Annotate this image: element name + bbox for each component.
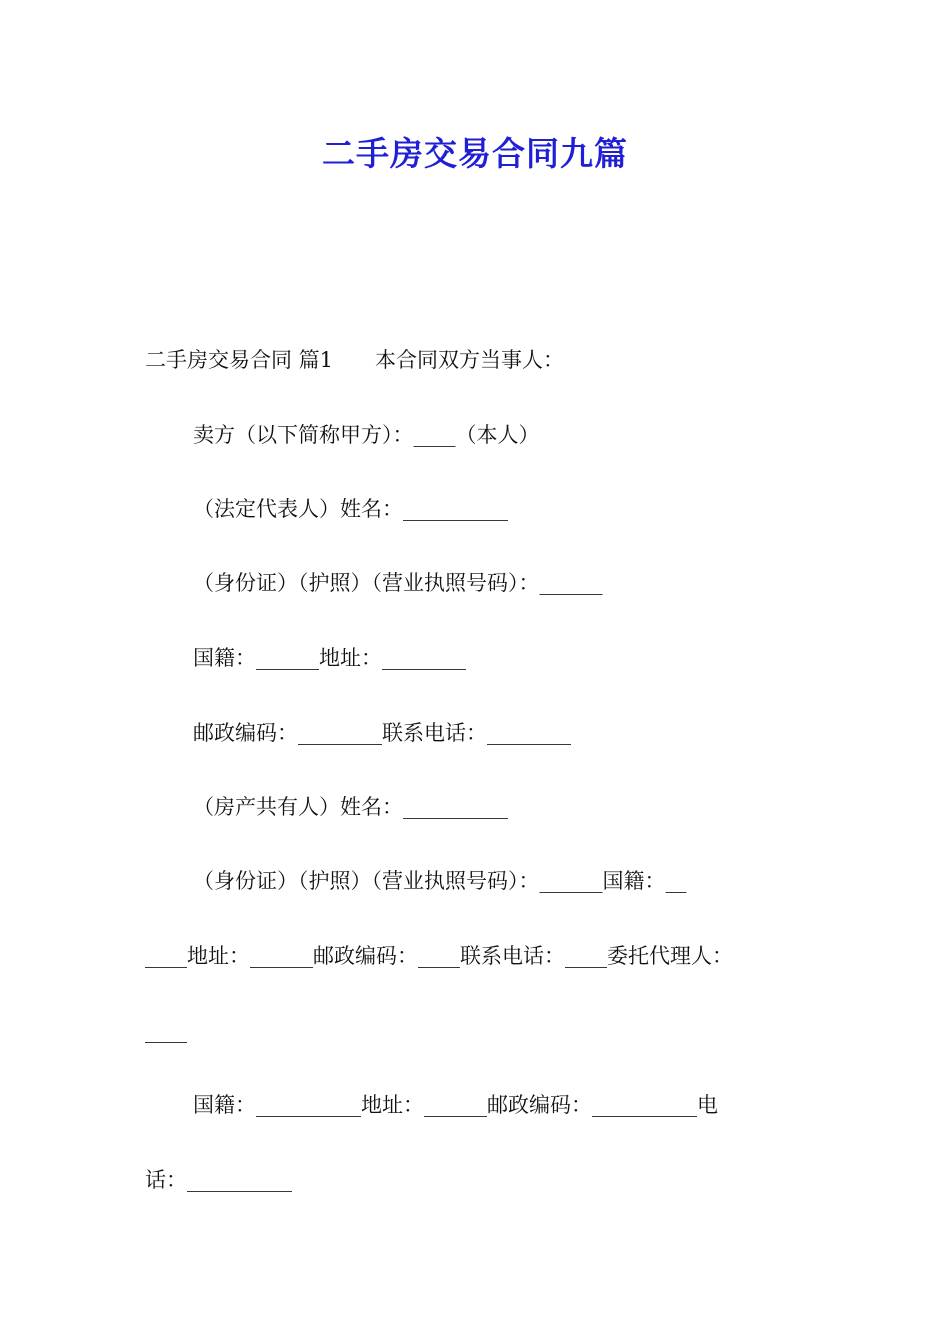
parties-intro: 本合同双方当事人： [375,348,565,372]
seller-id-line: （身份证）（护照）（营业执照号码）：______ [193,571,603,595]
agent-blank-line: ____ [145,1019,187,1043]
agent-nationality-line: 国籍：__________地址：______邮政编码：__________电 [193,1093,718,1117]
document-title: 二手房交易合同九篇 [322,134,628,173]
seller-line: 卖方（以下简称甲方）：____（本人） [193,423,540,447]
co-owner-name-line: （房产共有人）姓名：__________ [193,795,508,819]
section-heading: 二手房交易合同 篇1 [145,348,334,372]
agent-phone-line: 话：__________ [145,1168,292,1192]
legal-rep-name-line: （法定代表人）姓名：__________ [193,497,508,521]
seller-postcode-phone-line: 邮政编码：________联系电话：________ [193,721,571,745]
seller-nationality-address-line: 国籍：______地址：________ [193,646,466,670]
co-owner-id-line: （身份证）（护照）（营业执照号码）：______国籍：__ [193,869,687,893]
contract-heading-line [145,345,825,375]
co-owner-address-line: ____地址：______邮政编码：____联系电话：____委托代理人： [145,944,733,968]
